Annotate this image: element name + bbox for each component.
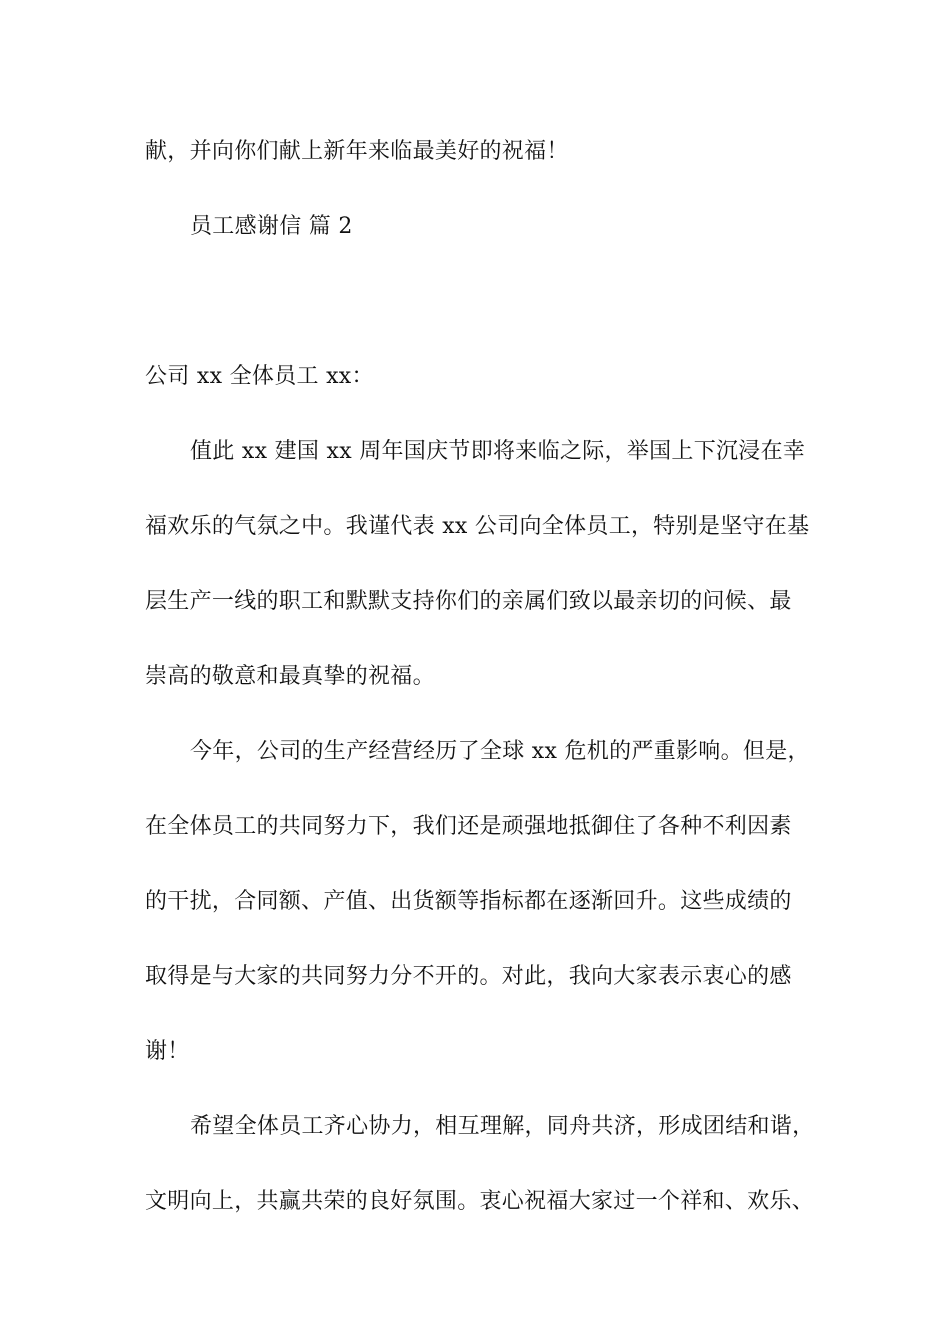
text-line: 层生产一线的职工和默默支持你们的亲属们致以最亲切的问候、最 [145,589,792,614]
salutation: 公司 xx 全体员工 xx： [145,364,374,389]
text-line: 文明向上，共赢共荣的良好氛围。衷心祝福大家过一个祥和、欢乐、 [145,1189,815,1214]
text-line: 值此 xx 建国 xx 周年国庆节即将来临之际，举国上下沉浸在幸 [190,439,806,464]
text-line: 在全体员工的共同努力下，我们还是顽强地抵御住了各种不利因素 [145,814,792,839]
section-heading: 员工感谢信 篇 2 [190,214,353,239]
text-line: 希望全体员工齐心协力，相互理解，同舟共济，形成团结和谐， [190,1114,815,1139]
text-line: 取得是与大家的共同努力分不开的。对此，我向大家表示衷心的感 [145,964,792,989]
text-line: 崇高的敬意和最真挚的祝福。 [145,664,435,689]
text-line: 献，并向你们献上新年来临最美好的祝福！ [145,139,569,164]
text-line: 福欢乐的气氛之中。我谨代表 xx 公司向全体员工，特别是坚守在基 [145,514,810,539]
text-line: 今年，公司的生产经营经历了全球 xx 危机的严重影响。但是， [190,739,810,764]
text-line: 的干扰，合同额、产值、出货额等指标都在逐渐回升。这些成绩的 [145,889,792,914]
text-line: 谢！ [145,1039,190,1064]
